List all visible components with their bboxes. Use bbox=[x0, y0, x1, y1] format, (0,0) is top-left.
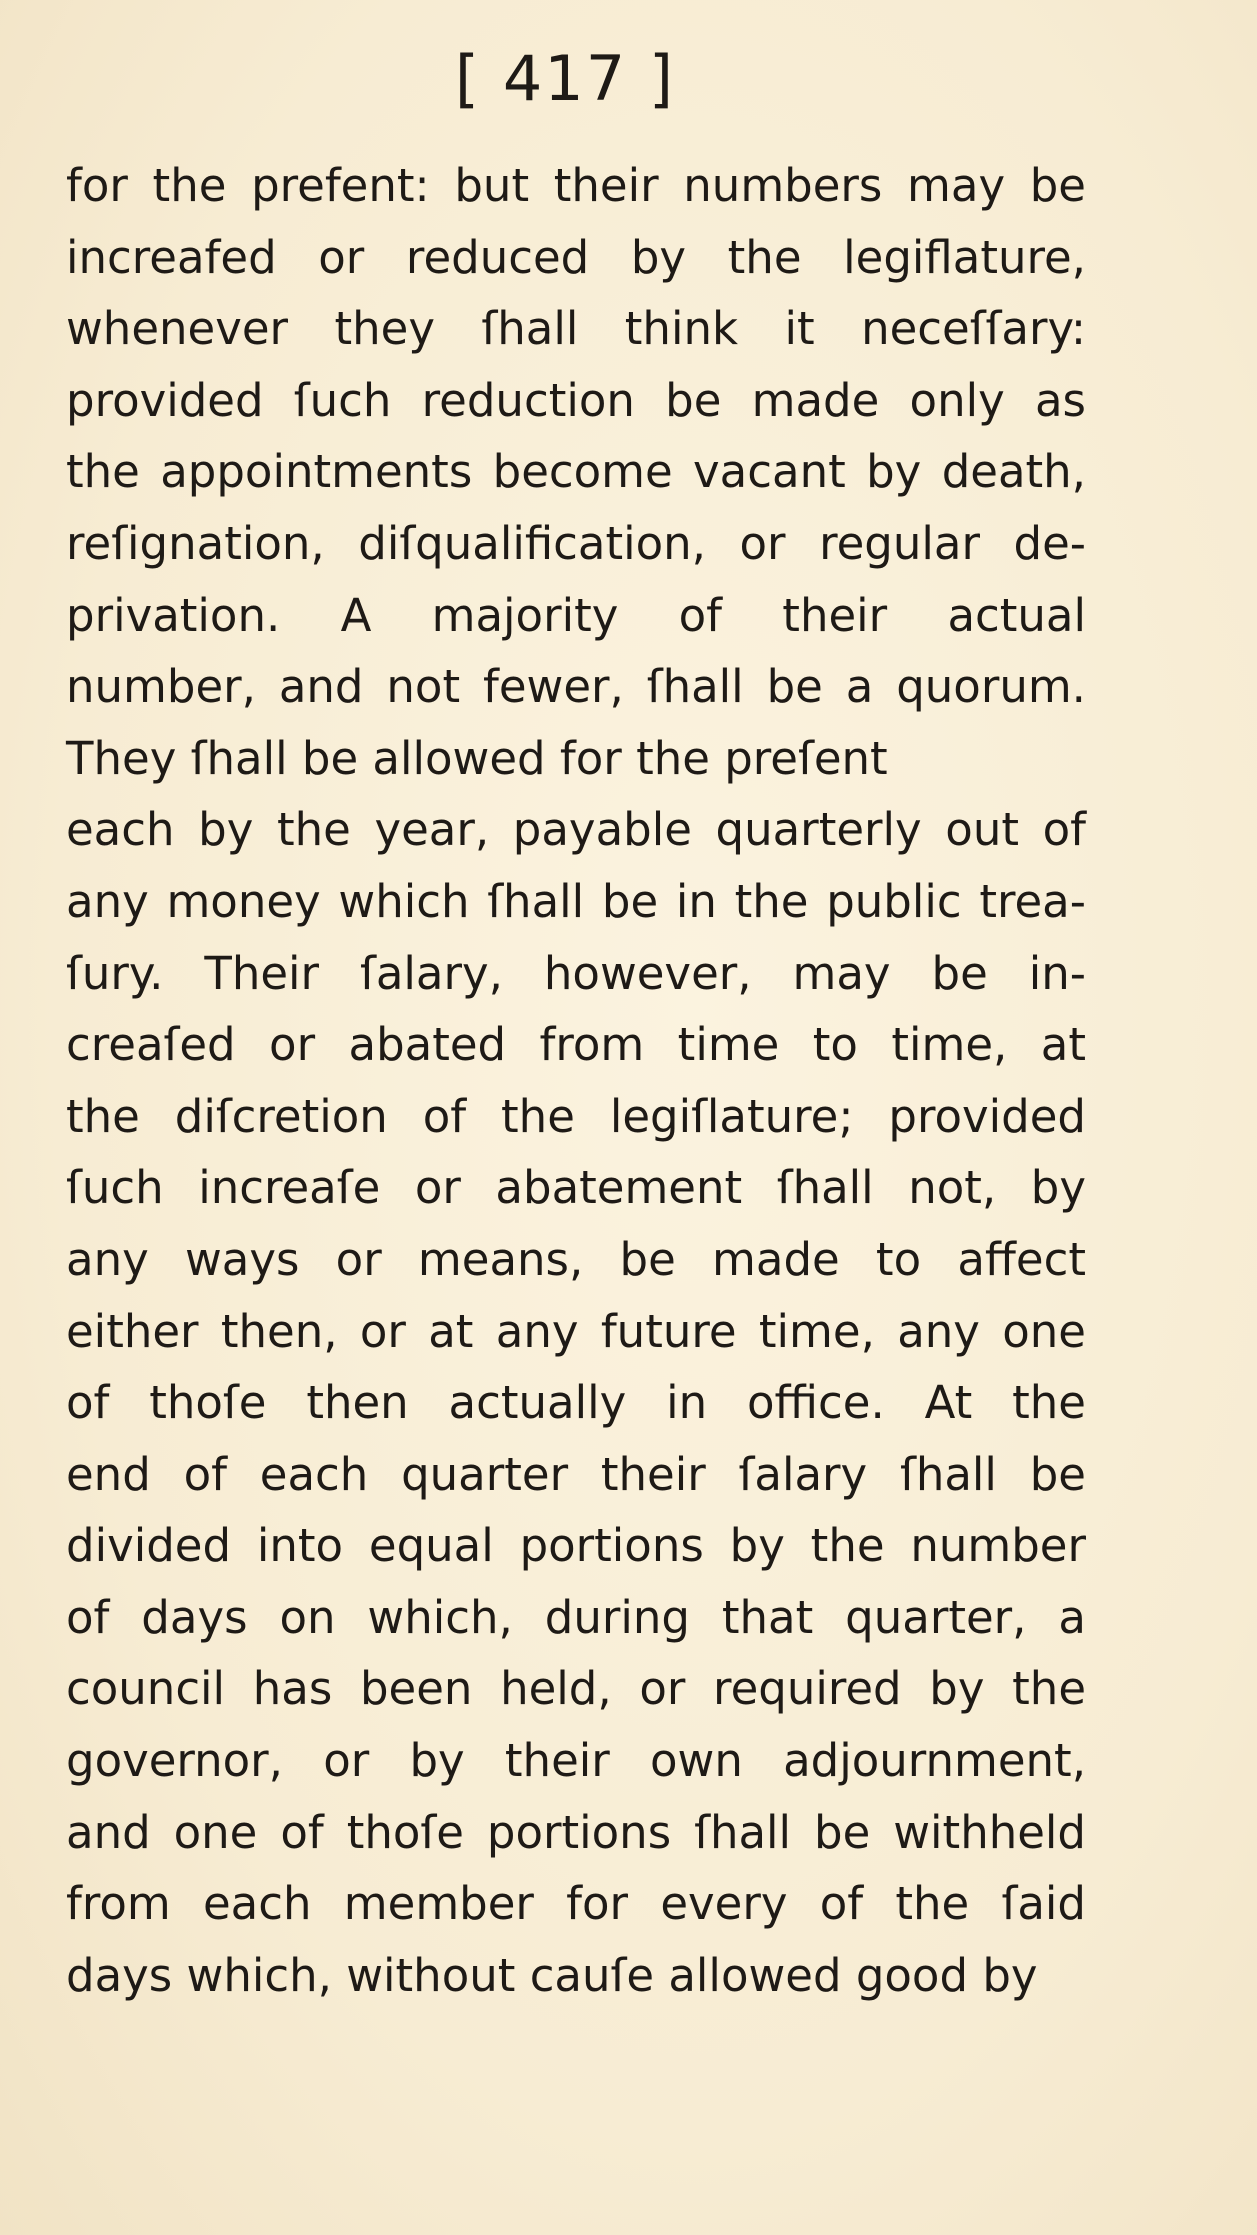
text-line: increafed or reduced by the legiflature, bbox=[66, 230, 1086, 284]
text-line: each by the year, payable quarterly out of bbox=[66, 803, 1086, 857]
page-body-text bbox=[66, 150, 1086, 2011]
text-line: reſignation, diſqualification, or regular de- bbox=[66, 516, 1086, 570]
text-line: from each member for every of the ſaid bbox=[66, 1877, 1086, 1931]
text-line: They ſhall be allowed for the preſent bbox=[66, 731, 888, 785]
text-line: governor, or by their own adjournment, bbox=[66, 1734, 1086, 1788]
text-line: any money which ſhall be in the public trea- bbox=[66, 874, 1086, 928]
text-line: ſuch increaſe or abatement ſhall not, by bbox=[66, 1161, 1086, 1215]
text-line: ſury. Their ſalary, however, may be in- bbox=[66, 946, 1086, 1000]
text-line: council has been held, or required by the bbox=[66, 1662, 1086, 1716]
text-line: of days on which, during that quarter, a bbox=[66, 1590, 1086, 1644]
text-line: and one of thoſe portions ſhall be withheld bbox=[66, 1805, 1086, 1859]
page-number: [ 417 ] bbox=[454, 42, 676, 115]
text-line: privation. A majority of their actual bbox=[66, 588, 1086, 642]
text-line: creaſed or abated from time to time, at bbox=[66, 1018, 1086, 1072]
text-line: end of each quarter their ſalary ſhall be bbox=[66, 1447, 1086, 1501]
text-line: the appointments become vacant by death, bbox=[66, 445, 1086, 499]
text-line: for the prefent: but their numbers may be bbox=[66, 159, 1086, 212]
text-line: any ways or means, be made to affect bbox=[66, 1232, 1086, 1286]
text-line: either then, or at any future time, any one bbox=[66, 1304, 1086, 1358]
text-line: provided ſuch reduction be made only as bbox=[66, 373, 1086, 427]
text-line: divided into equal portions by the number bbox=[66, 1519, 1086, 1573]
text-line: number, and not fewer, ſhall be a quorum. bbox=[66, 660, 1086, 714]
text-line: of thoſe then actually in office. At the bbox=[66, 1376, 1086, 1430]
text-line: days which, without cauſe allowed good by bbox=[66, 1948, 1038, 2002]
text-line: the diſcretion of the legiſlature; provided bbox=[66, 1089, 1086, 1143]
text-line: whenever they ſhall think it neceſſary: bbox=[66, 302, 1086, 356]
